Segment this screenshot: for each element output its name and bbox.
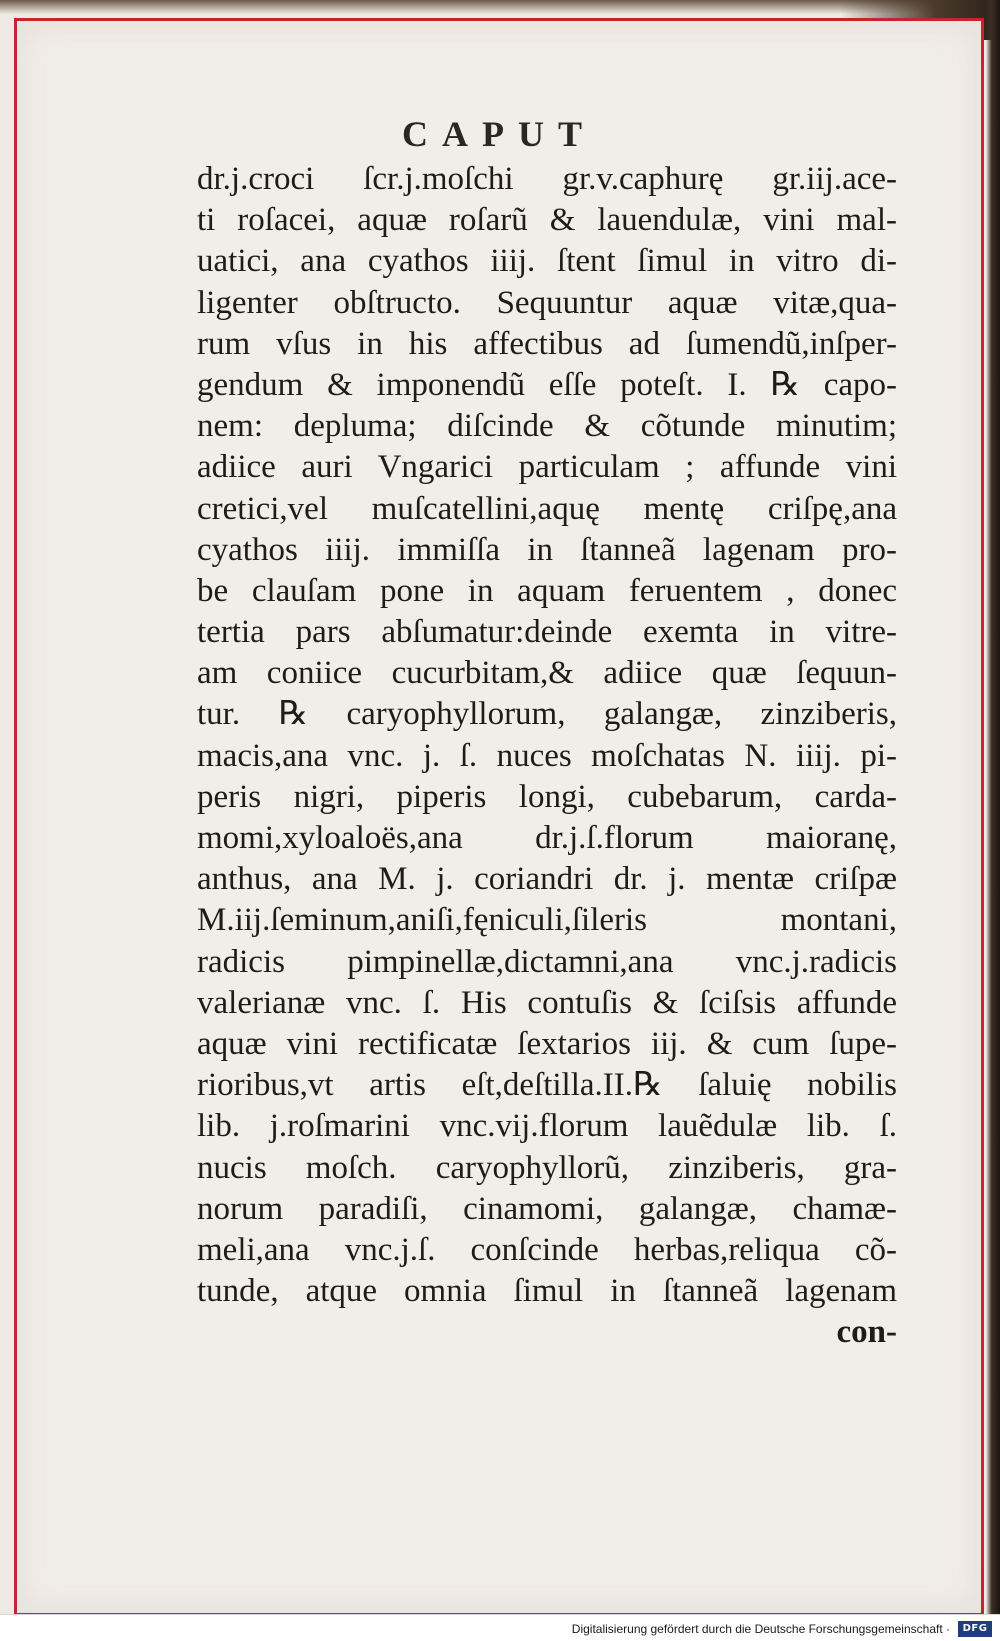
- text-line: ligenter obſtructo. Sequuntur aquæ vitæ,qua-: [197, 284, 897, 321]
- right-edge-shadow: [986, 0, 1000, 1620]
- text-line: am coniice cucurbitam,& adiice quæ ſequun-: [197, 655, 897, 692]
- text-line: norum paradiſi, cinamomi, galangæ, chamæ-: [197, 1190, 897, 1227]
- text-line: nem: depluma; diſcinde & cõtunde minutim;: [197, 408, 897, 445]
- text-line: nucis moſch. caryophyllorũ, zinziberis, gra-: [197, 1149, 897, 1186]
- running-heading: CAPUT: [402, 114, 596, 154]
- text-line: dr.j.croci ſcr.j.moſchi gr.v.caphurę gr.iij.ace-: [197, 161, 897, 197]
- footer-bar: [0, 1614, 1000, 1641]
- text-line: macis,ana vnc. j. ſ. nuces moſchatas N. iiij. pi-: [197, 737, 897, 774]
- text-line: ti roſacei, aquæ roſarũ & lauendulæ, vini mal-: [197, 202, 897, 239]
- text-line: be clauſam pone in aquam feruentem , donec: [197, 572, 897, 609]
- text-line: cretici,vel muſcatellini,aquę mentę criſpę,ana: [197, 490, 897, 527]
- body-text: [197, 159, 897, 1353]
- book-page: [14, 18, 984, 1616]
- catchword: con-: [836, 1314, 897, 1351]
- text-line: radicis pimpinellæ,dictamni,ana vnc.j.radicis: [197, 943, 897, 980]
- text-line: lib. j.roſmarini vnc.vij.florum lauẽdulæ lib. ſ.: [197, 1108, 897, 1145]
- text-line: cyathos iiij. immiſſa in ſtanneã lagenam pro-: [197, 531, 897, 568]
- text-line: valerianæ vnc. ſ. His contuſis & ſciſsis affunde: [197, 984, 897, 1021]
- text-line: aquæ vini rectificatæ ſextarios iij. & cum ſupe-: [197, 1025, 897, 1062]
- dfg-logo-icon: DFG: [958, 1621, 992, 1637]
- text-line: meli,ana vnc.j.ſ. conſcinde herbas,reliqua cõ-: [197, 1231, 897, 1268]
- text-line: M.iij.ſeminum,aniſi,fęniculi,ſileris montani,: [197, 902, 897, 939]
- text-line: uatici, ana cyathos iiij. ſtent ſimul in vitro di-: [197, 243, 897, 280]
- text-line: tunde, atque omnia ſimul in ſtanneã lagenam: [197, 1273, 897, 1310]
- text-line: tertia pars abſumatur:deinde exemta in vitre-: [197, 614, 897, 651]
- funding-credit: Digitalisierung gefördert durch die Deutsche Forschungsgemeinschaft ·: [571, 1622, 950, 1636]
- text-line: tur. ℞ caryophyllorum, galangæ, zinziberis,: [197, 696, 897, 733]
- text-line: peris nigri, piperis longi, cubebarum, carda-: [197, 778, 897, 815]
- text-line: gendum & imponendũ eſſe poteſt. I. ℞ capo-: [197, 366, 897, 403]
- text-line: rioribus,vt artis eſt,deſtilla.II.℞ ſaluię nobilis: [197, 1067, 897, 1104]
- text-line: rum vſus in his affectibus ad ſumendũ,inſper-: [197, 325, 897, 362]
- text-line: adiice auri Vngarici particulam ; affunde vini: [197, 449, 897, 486]
- text-line: anthus, ana M. j. coriandri dr. j. mentæ criſpæ: [197, 861, 897, 898]
- text-line: momi,xyloaloës,ana dr.j.ſ.florum maioranę,: [197, 820, 897, 856]
